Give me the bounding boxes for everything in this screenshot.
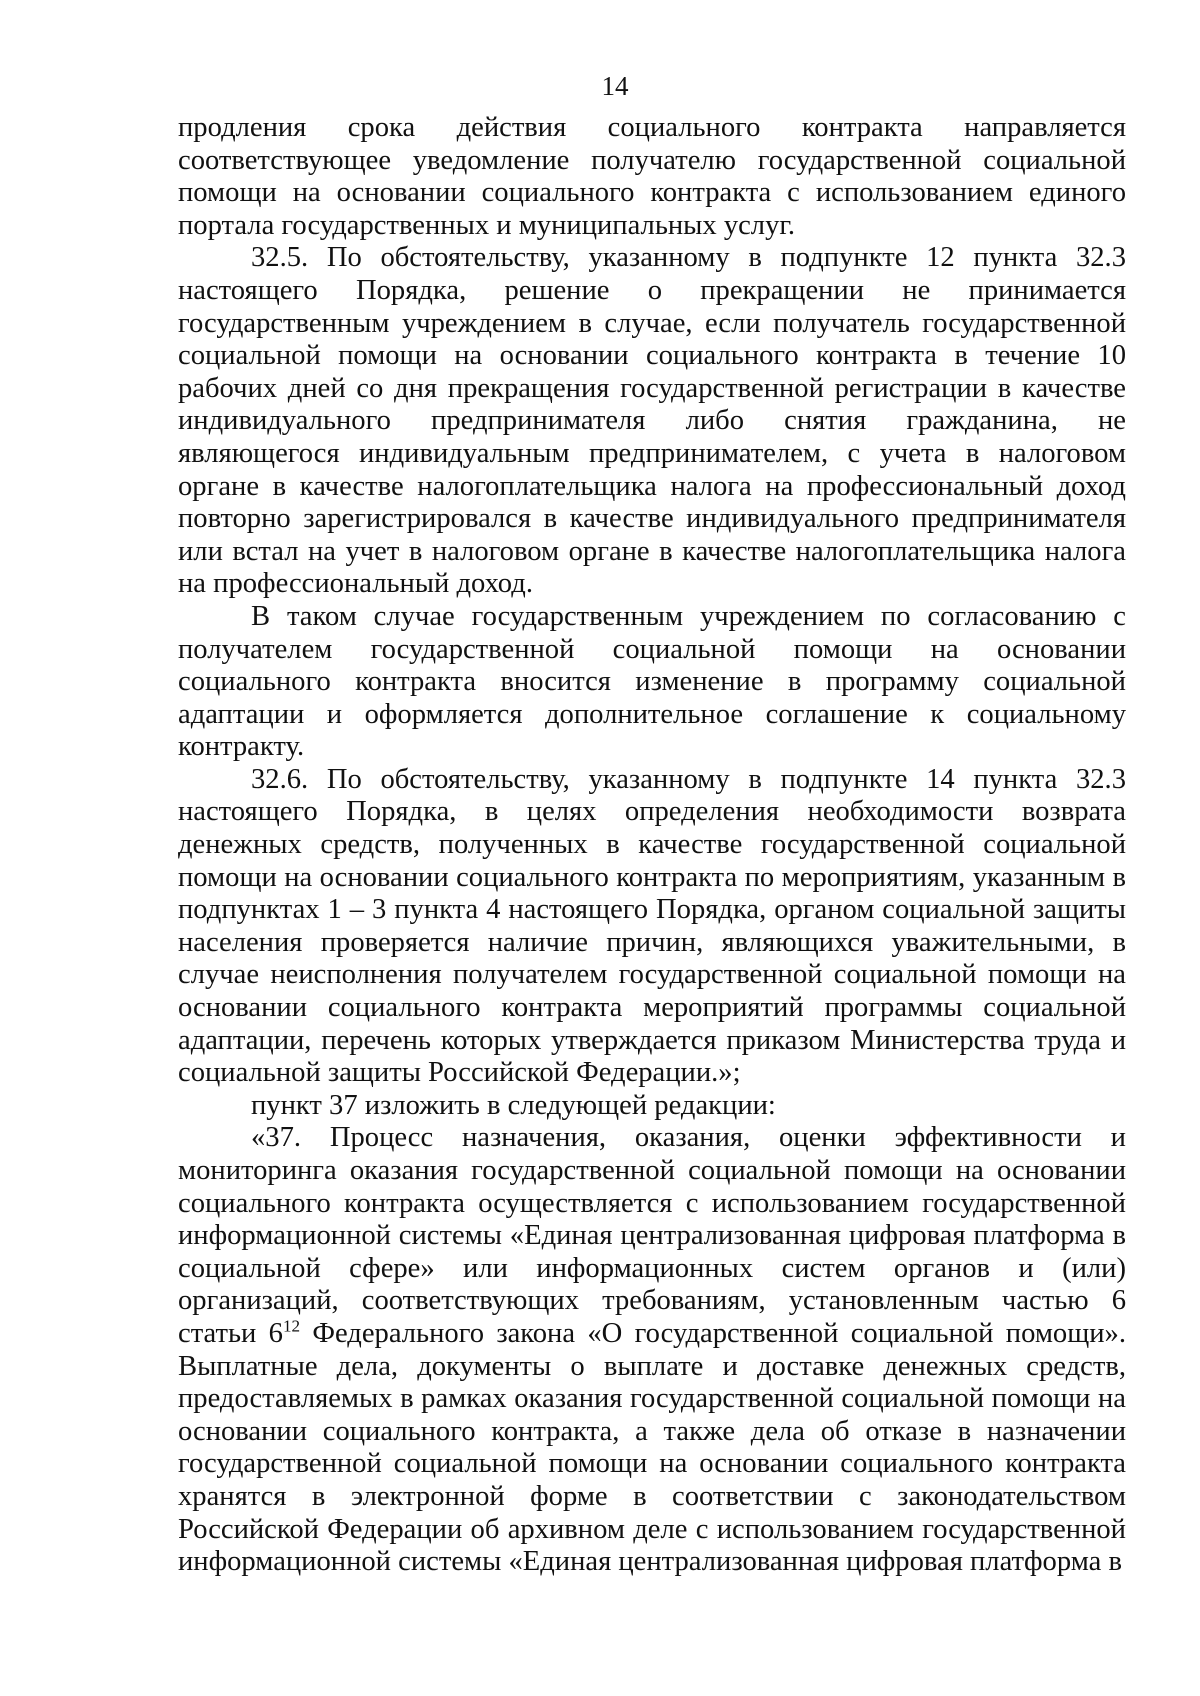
page-number: 14 (601, 71, 629, 101)
article-superscript: 12 (282, 1316, 301, 1336)
paragraph-32-5-amendment: В таком случае государственным учреждением по согласованию с получателем государственной социальной помощи на основании социального контракта вносится изменение в программу социальной адаптации и оформляется дополнительное соглашение к социальному контракту. (178, 600, 1126, 763)
paragraph-continuation: продления срока действия социального контракта направляется соответствующее уведомление получателю государственной социальной помощи на основании социального контракта с использованием единого портала государственных и муниципальных услуг. (178, 112, 1126, 241)
paragraph-37 (178, 1122, 1126, 1578)
paragraph-32-5: 32.5. По обстоятельству, указанному в подпункте 12 пункта 32.3 настоящего Порядка, решение о прекращении не принимается государственным учреждением в случае, если получатель государственной социальной помощи на основании социального контракта в течение 10 рабочих дней со дня прекращения государственной регистрации в качестве индивидуального предпринимателя либо снятия гражданина, не являющегося индивидуальным предпринимателем, с учета в налоговом органе в качестве налогоплательщика налога на профессиональный доход повторно зарегистрировался в качестве индивидуального предпринимателя или встал на учет в налоговом органе в качестве налогоплательщика налога на профессиональный доход. (178, 242, 1126, 600)
document-body (178, 112, 1126, 1579)
paragraph-item-37-intro: пункт 37 изложить в следующей редакции: (251, 1089, 776, 1121)
paragraph-37-text-end: Федерального закона «О государственной социальной помощи». Выплатные дела, документы о выплате и доставке денежных средств, предоставляемых в рамках оказания государственной социальной помощи на основании социального контракта, а также дела об отказе в назначении государственной социальной помощи на основании социального контракта хранятся в электронной форме в соответствии с законодательством Российской Федерации об архивном деле с использованием государственной информационной системы «Единая централизованная цифровая платформа в (178, 1317, 1126, 1578)
paragraph-32-6: 32.6. По обстоятельству, указанному в подпункте 14 пункта 32.3 настоящего Порядка, в целях определения необходимости возврата денежных средств, полученных в качестве государственной социальной помощи на основании социального контракта по мероприятиям, указанным в подпунктах 1 – 3 пункта 4 настоящего Порядка, органом социальной защиты населения проверяется наличие причин, являющихся уважительными, в случае неисполнения получателем государственной социальной помощи на основании социального контракта мероприятий программы социальной адаптации, перечень которых утверждается приказом Министерства труда и социальной защиты Российской Федерации.»; (178, 763, 1126, 1089)
paragraph-37-text-start: «37. Процесс назначения, оказания, оценки эффективности и мониторинга оказания государственной социальной помощи на основании социального контракта осуществляется с использованием государственной информационной системы «Единая централизованная цифровая платформа в социальной сфере» или информационных систем органов и (или) организаций, соответствующих требованиям, установленным частью 6 статьи 6 (178, 1122, 1126, 1349)
